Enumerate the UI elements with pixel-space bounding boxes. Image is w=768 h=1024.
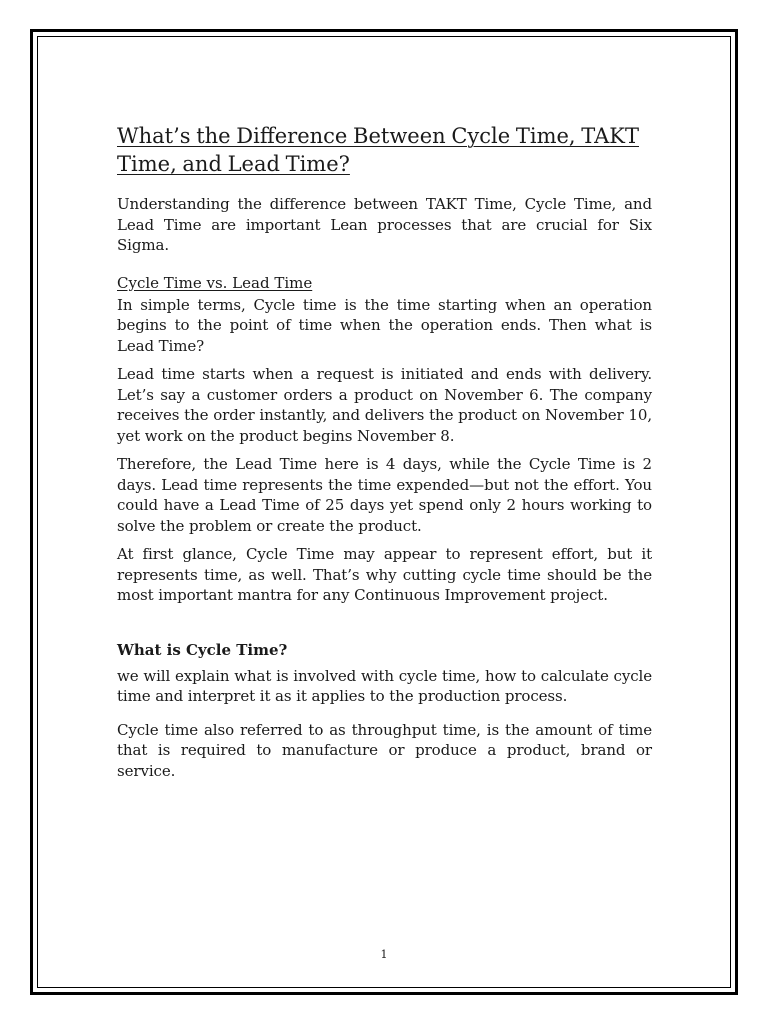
section-heading-cycle-vs-lead: Cycle Time vs. Lead Time: [117, 273, 313, 292]
document-body: [117, 122, 652, 781]
section2-paragraph: Cycle time also referred to as throughput time, is the amount of time that is required to manufacture or produce a product, brand or service.: [117, 720, 652, 780]
intro-paragraph: Understanding the difference between TAKT Time, Cycle Time, and Lead Time are important Lean processes that are crucial for Six Sigma.: [117, 195, 652, 254]
page-number: 1: [380, 948, 388, 961]
section1-paragraph: Lead time starts when a request is initiated and ends with delivery. Let’s say a customer orders a product on November 6. The company receives the order instantly, and delivers the product on November 10, yet work on the product begins November 8.: [117, 365, 652, 445]
section-heading-what-is-cycle-time: What is Cycle Time?: [117, 640, 288, 659]
section1-paragraph: At first glance, Cycle Time may appear to represent effort, but it represents time, as well. That’s why cutting cycle time should be the most important mantra for any Continuous Improvement project.: [117, 545, 652, 604]
section2-paragraph: we will explain what is involved with cycle time, how to calculate cycle time and interpret it as it applies to the production process.: [117, 666, 652, 705]
section1-paragraph: In simple terms, Cycle time is the time starting when an operation begins to the point of time when the operation ends. Then what is Lead Time?: [117, 295, 652, 355]
section1-paragraph: Therefore, the Lead Time here is 4 days, while the Cycle Time is 2 days. Lead time represents the time expended—but not the effort. You could have a Lead Time of 25 days yet spend only 2 hours working to solve the problem or create the product.: [117, 455, 652, 535]
document-title: What’s the Difference Between Cycle Time, TAKT Time, and Lead Time?: [117, 124, 639, 176]
